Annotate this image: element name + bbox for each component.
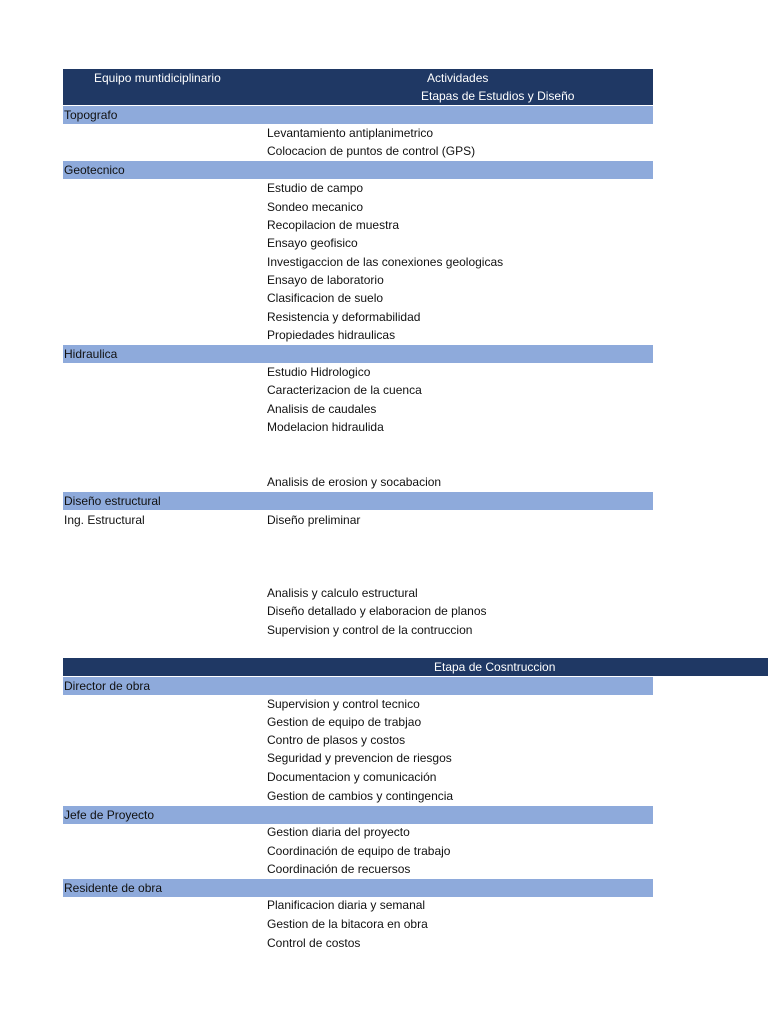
role-band-diseno-estructural <box>63 492 653 510</box>
activity-item: Resistencia y deformabilidad <box>267 310 421 324</box>
header-stage-label: Etapas de Estudios y Diseño <box>421 89 575 103</box>
activity-item: Supervision y control tecnico <box>267 697 420 711</box>
role-band-jefe-de-proyecto <box>63 806 653 824</box>
subrole-label: Ing. Estructural <box>64 513 145 527</box>
role-band-hidraulica <box>63 345 653 363</box>
activity-item: Analisis de erosion y socabacion <box>267 475 442 489</box>
activity-item: Ensayo geofisico <box>267 236 358 250</box>
activity-item: Caracterizacion de la cuenca <box>267 383 422 397</box>
activity-item: Estudio de campo <box>267 181 364 195</box>
role-label: Geotecnico <box>64 163 125 177</box>
activity-item: Gestion de la bitacora en obra <box>267 917 428 931</box>
activity-item: Coordinación de recuersos <box>267 862 411 876</box>
activity-item: Estudio Hidrologico <box>267 365 371 379</box>
role-label: Director de obra <box>64 679 151 693</box>
role-band-topografo <box>63 106 653 124</box>
activity-item: Documentacion y comunicación <box>267 770 437 784</box>
activity-item: Colocacion de puntos de control (GPS) <box>267 144 476 158</box>
role-label: Residente de obra <box>64 881 163 895</box>
role-band-geotecnico <box>63 161 653 179</box>
activity-item: Recopilacion de muestra <box>267 218 400 232</box>
activity-item: Clasificacion de suelo <box>267 291 384 305</box>
role-label: Topografo <box>64 108 118 122</box>
activity-item: Propiedades hidraulicas <box>267 328 396 342</box>
activity-item: Analisis y calculo estructural <box>267 586 418 600</box>
header-team-label: Equipo muntidiciplinario <box>94 71 221 85</box>
activity-item: Ensayo de laboratorio <box>267 273 384 287</box>
role-band-director-de-obra <box>63 677 653 695</box>
table-header <box>63 69 653 105</box>
activity-item: Coordinación de equipo de trabajo <box>267 844 451 858</box>
activity-item: Control de costos <box>267 936 361 950</box>
role-label: Diseño estructural <box>64 494 161 508</box>
activity-item: Seguridad y prevencion de riesgos <box>267 751 452 765</box>
activity-item: Gestion de cambios y contingencia <box>267 789 454 803</box>
activity-item: Modelacion hidraulida <box>267 420 384 434</box>
construction-stage-header <box>63 658 768 676</box>
activity-item: Planificacion diaria y semanal <box>267 898 426 912</box>
activity-item: Sondeo mecanico <box>267 200 364 214</box>
header-activities-label: Actividades <box>427 71 489 85</box>
activity-item: Gestion de equipo de trabjao <box>267 715 422 729</box>
activity-item: Investigaccion de las conexiones geologicas <box>267 255 504 269</box>
role-label: Hidraulica <box>64 347 118 361</box>
activity-item: Supervision y control de la contruccion <box>267 623 473 637</box>
activity-item: Contro de plasos y costos <box>267 733 406 747</box>
activity-item: Diseño detallado y elaboracion de planos <box>267 604 487 618</box>
construction-stage-title: Etapa de Cosntruccion <box>434 660 556 674</box>
activity-item: Gestion diaria del proyecto <box>267 825 410 839</box>
role-band-residente-de-obra <box>63 879 653 897</box>
activity-item: Diseño preliminar <box>267 513 361 527</box>
role-label: Jefe de Proyecto <box>64 808 155 822</box>
activity-item: Levantamiento antiplanimetrico <box>267 126 434 140</box>
activity-item: Analisis de caudales <box>267 402 377 416</box>
